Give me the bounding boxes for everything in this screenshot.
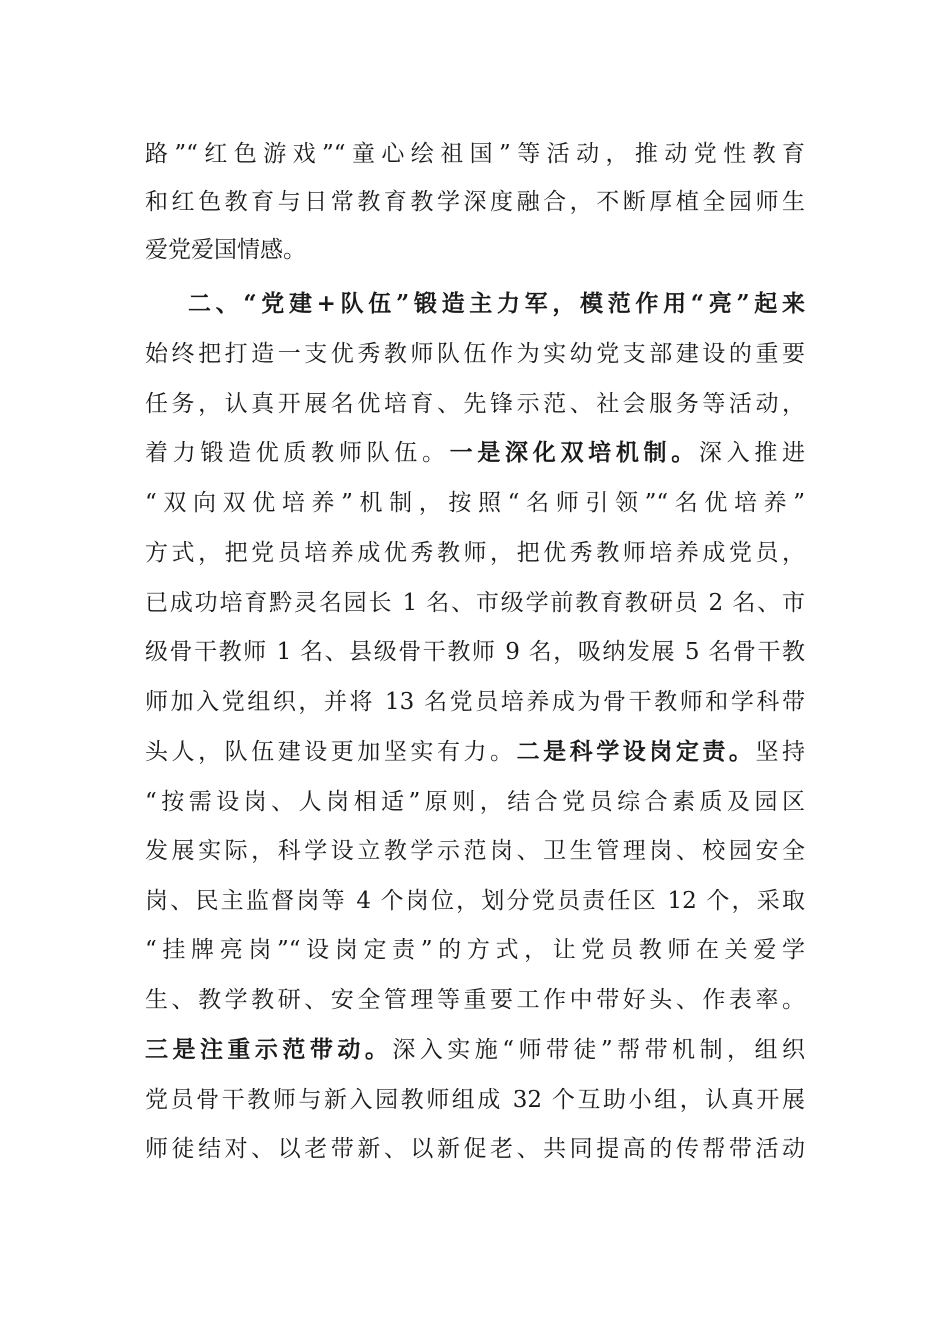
text-line-3: 爱党爱国情感。: [145, 237, 306, 263]
text-line-12: 师加入党组织，并将 13 名党员培养成为骨干教师和学科带: [145, 689, 805, 715]
bold-point-3: 三是注重示范带动。: [145, 1036, 393, 1063]
text-line-6: 任务，认真开展名优培育、先锋示范、社会服务等活动，: [145, 391, 805, 417]
text-line-13: 头人，队伍建设更加坚实有力。二是科学设岗定责。坚持: [145, 738, 806, 765]
bold-point-2: 二是科学设岗定责。: [516, 738, 756, 765]
text-line-7: 着力锻造优质教师队伍。一是深化双培机制。深入推进: [145, 439, 806, 466]
text-line-5: 始终把打造一支优秀教师队伍作为实幼党支部建设的重要: [145, 341, 805, 367]
section-heading: 二、“党建+队伍”锻造主力军，模范作用“亮”起来: [188, 290, 805, 317]
text-line-2: 和红色教育与日常教育教学深度融合，不断厚植全园师生: [145, 189, 805, 215]
text-line-20: 党员骨干教师与新入园教师组成 32 个互助小组，认真开展: [145, 1087, 805, 1113]
text-line-18: 生、教学教研、安全管理等重要工作中带好头、作表率。: [145, 987, 805, 1013]
text-line-17: “挂牌亮岗”“设岗定责”的方式，让党员教师在关爱学: [145, 937, 805, 963]
bold-point-1: 一是深化双培机制。: [449, 439, 699, 466]
text-line-9: 方式，把党员培养成优秀教师，把优秀教师培养成党员，: [145, 540, 805, 566]
text-line-19: 三是注重示范带动。深入实施“师带徒”帮带机制，组织: [145, 1036, 805, 1063]
text-line-21: 师徒结对、以老带新、以新促老、共同提高的传帮带活动: [145, 1136, 805, 1162]
text-line-8: “双向双优培养”机制，按照“名师引领”“名优培养”: [145, 490, 805, 516]
text-line-16: 岗、民主监督岗等 4 个岗位，划分党员责任区 12 个，采取: [145, 888, 805, 914]
text-line-14: “按需设岗、人岗相适”原则，结合党员综合素质及园区: [145, 789, 805, 815]
text-line-11: 级骨干教师 1 名、县级骨干教师 9 名，吸纳发展 5 名骨干教: [145, 639, 805, 665]
text-line-10: 已成功培育黔灵名园长 1 名、市级学前教育教研员 2 名、市: [145, 590, 805, 616]
text-line-15: 发展实际，科学设立教学示范岗、卫生管理岗、校园安全: [145, 838, 805, 864]
text-line-1: 路”“红色游戏”“童心绘祖国”等活动，推动党性教育: [145, 141, 805, 167]
